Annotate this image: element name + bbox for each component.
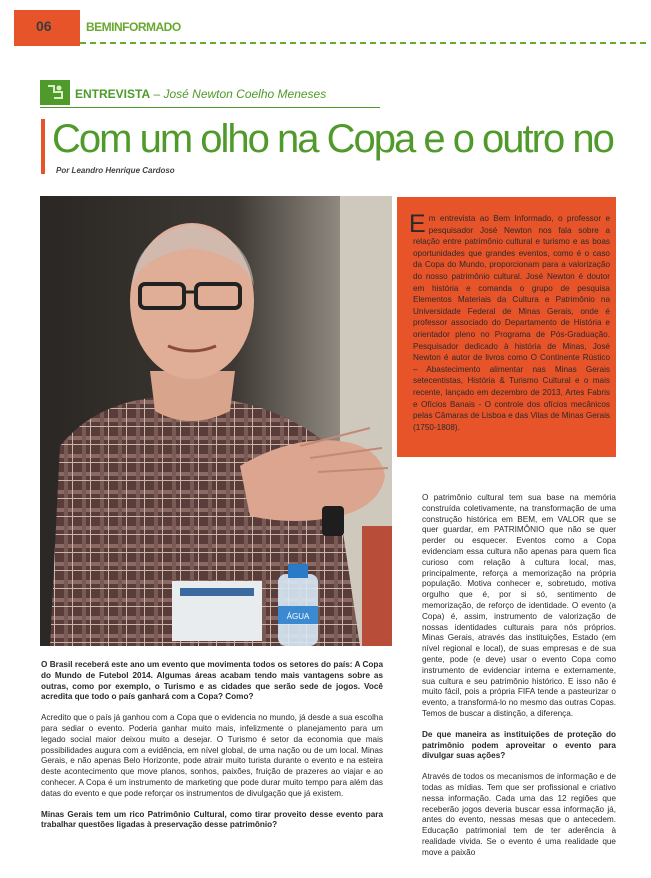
title-accent-bar [41,119,45,174]
page-number-tab [14,10,80,46]
right-column [422,493,616,869]
section-name: ENTREVISTA [75,87,151,101]
question-2: Minas Gerais tem um rico Patrimônio Cultural, como tirar proveito desse evento para trabalhar questões ligadas à preservação desse patrimônio? [41,809,383,830]
intro-box [397,197,616,457]
intro-dropcap: E [409,210,426,238]
interviewee-name: José Newton Coelho Meneses [163,87,327,101]
section-rule [40,107,380,108]
intro-paragraph [409,210,610,433]
section-label [75,87,326,101]
page-number: 06 [36,18,52,34]
section-separator: – [150,87,164,101]
article-byline: Por Leandro Henrique Cardoso [56,166,175,175]
question-1: O Brasil receberá este ano um evento que movimenta todos os setores do país: A Copa do Mundo de Futebol 2014. Algumas áreas acabam tendo mais vantagens sobre as outras, como por exemplo, o Turismo e as cidades que serão sede de jogos. Você acredita que todo o país ganhará com a Copa? Como? [41,660,383,702]
left-column [41,660,383,841]
magazine-brand: BEMINFORMADO [86,20,181,34]
interviewee-photo [40,196,392,646]
bottle-label: ÁGUA [286,612,310,621]
answer-1: Acredito que o país já ganhou com a Copa que o evidencia no mundo, já desde a sua escolha para sediar o evento. Poderia ganhar muito mais, infelizmente o planejamento para um legado social maior deixou muito a desejar. O Turismo é setor da economia que mais possibilidades augura com a evidência, em nível global, de uma nação ou de um local. Minas Gerais, e não apenas Belo Horizonte, pode atrair muito turista durante o evento e na esteira deste acontecimento que move planos, sonhos, paixões, fruição de prazeres ao viajar e ao conhecer. A Copa é um instrumento de marketing que pode durar muito tempo para além das datas do evento e que pode reforçar os instrumentos de divulgação que já existem. [41,713,383,798]
answer-3: Através de todos os mecanismos de informação e de todas as mídias. Tem que ser profissional e criativo nessa informação. Cada uma das 12 regiões que receberão jogos deveria buscar essa informação já, antes do evento, nessas mesas que o antecedem. Educação patrimonial tem de ter aderência à realidade vivida. Se o evento é uma realidade que move a paixão [422,772,616,857]
answer-2: O patrimônio cultural tem sua base na memória construída coletivamente, na transformação de uma construção histórica em BEM, em VALOR que se quer guardar, em PATRIMÔNIO que não se quer perder ou esquecer. Eventos como a Copa evidenciam essa cultura não apenas para quem fica curioso com relação à cultura local, mas, principalmente, reforça a memorização na própria população. Motiva conhecer e, sobretudo, motiva orgulho que é, por si só, sentimento de memorização, de reforço de identidade. O evento (a Copa) é, assim, instrumento de valorização de nossas identidades culturais para nós próprios. Minas Gerais, através das instituições, Estado (em nível regional e local), de suas empresas e de sua gente, pode (e deve) usar o evento Copa como instrumento de evidenciar interna e externamente, sua cultura e seu patrimônio histórico. E isso não é muito fácil, pois a própria FIFA tende a pasteurizar o evento, a transformá-lo no mesmo das outras Copas. Temos de buscar a distinção, a diferença. [422,493,616,718]
header-dashed-rule [80,42,646,44]
article-title: Com um olho na Copa e o outro no [52,117,613,161]
question-3: De que maneira as instituições de proteção do patrimônio podem aproveitar o evento para divulgar suas ações? [422,729,616,761]
intro-text: m entrevista ao Bem Informado, o professor e pesquisador José Newton nos fala sobre a relação entre patrimônio cultural e turismo e as boas oportunidades que grandes eventos, como é o caso da Copa do Mundo, proporcionam para a valorização do nosso patrimônio cultural. José Newton é doutor em história e comanda o grupo de pesquisa Elementos Materiais da Cultura e Patrimônio na Universidade Federal de Minas Gerais, onde é professor associado do Departamento de História e orientador pleno no Programa de Pós-Graduação. Pesquisador dedicado à história de Minas, José Newton é autor de livros como O Continente Rústico – Abastecimento alimentar nas Minas Gerais setecentistas, História & Turismo Cultural e o mais recente, lançado em dezembro de 2013, Artes Fabris e Ofícios Banais - O controle dos ofícios mecânicos pelas Câmaras de Lisboa e das Vilas de Minas Gerais (1750-1808). [413,214,610,432]
section-logo-icon [40,80,70,105]
